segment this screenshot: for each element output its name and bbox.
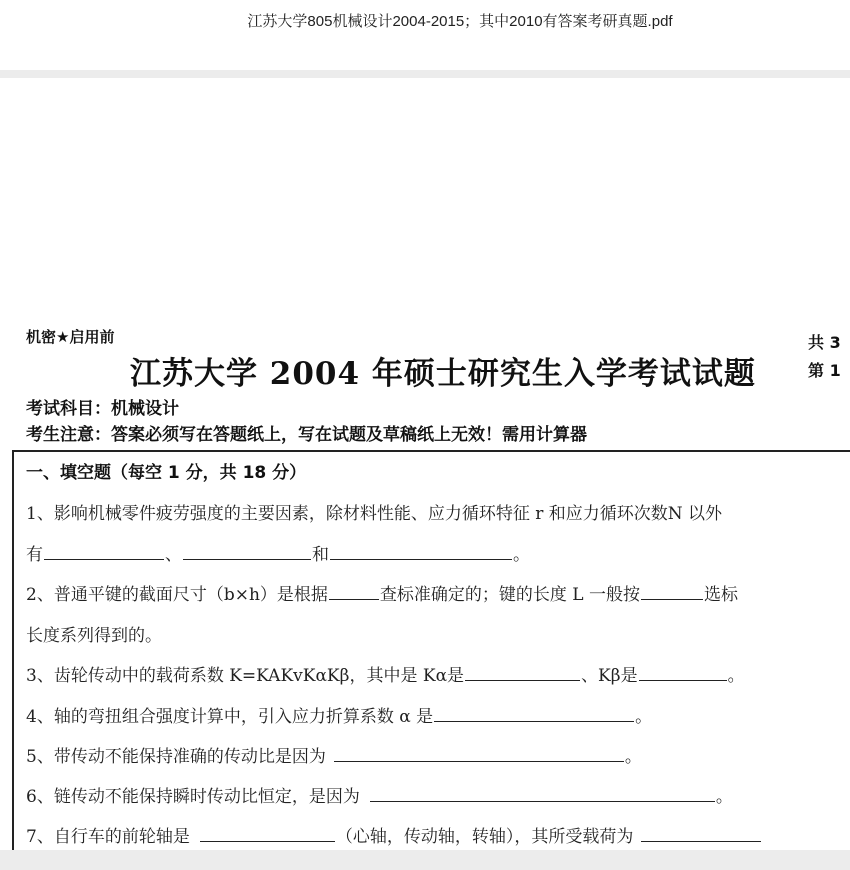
question-7 [26, 822, 762, 847]
exam-title: 江苏大学 2004 年硕士研究生入学考试试题 [130, 356, 756, 392]
q1-text-c: 和 [312, 545, 329, 565]
q6-text-a: 6、链传动不能保持瞬时传动比恒定，是因为 [26, 787, 360, 807]
q2-text-b: 查标准确定的；键的长度 L 一般按 [379, 585, 640, 605]
document-title: 江苏大学805机械设计2004-2015；其中2010有答案考研真题.pdf [247, 13, 673, 30]
answer-blank [334, 747, 624, 762]
answer-blank [44, 545, 164, 560]
q5-text-a: 5、带传动不能保持准确的传动比是因为 [26, 747, 326, 767]
secret-label: 机密★启用前 [26, 328, 115, 346]
answer-blank [434, 707, 634, 722]
q2-text-a: 2、普通平键的截面尺寸（b×h）是根据 [26, 585, 328, 605]
q1-text-d: 。 [513, 545, 530, 565]
q1-text-b: 、 [165, 545, 182, 565]
answer-blank [641, 827, 761, 842]
answer-blank [370, 787, 715, 802]
page-number: 第 1 [808, 361, 841, 380]
question-3 [26, 661, 745, 686]
title-bar [0, 0, 850, 70]
answer-blank [465, 666, 580, 681]
question-2-line-1 [26, 580, 738, 605]
q1-text-a: 有 [26, 545, 43, 565]
q7-text-b: （心轴，传动轴，转轴），其所受载荷为 [335, 827, 634, 847]
page-total: 共 3 [808, 333, 841, 352]
question-5 [26, 742, 642, 767]
q4-text-a: 4、轴的弯扭组合强度计算中，引入应力折算系数 α 是 [26, 707, 434, 727]
answer-blank [641, 585, 703, 600]
answer-blank [329, 585, 379, 600]
answer-blank [330, 545, 512, 560]
question-6 [26, 782, 733, 807]
page-gap-bottom [0, 850, 850, 870]
page-gap-top [0, 70, 850, 78]
q3-text-a: 3、齿轮传动中的载荷系数 K=KAKvKαKβ，其中是 Kα是 [26, 666, 465, 686]
q2-text-c: 选标 [704, 585, 738, 605]
question-4 [26, 702, 652, 727]
answer-blank [200, 827, 335, 842]
question-1-line-2 [26, 540, 530, 565]
q5-text-b: 。 [624, 747, 642, 767]
q3-text-b: 、Kβ是 [581, 666, 638, 686]
q3-text-c: 。 [727, 666, 745, 686]
exam-notice: 考生注意：答案必须写在答题纸上，写在试题及草稿纸上无效！需用计算器 [26, 425, 587, 445]
exam-subject: 考试科目：机械设计 [26, 399, 179, 419]
q4-text-b: 。 [635, 707, 653, 727]
answer-blank [183, 545, 311, 560]
question-2-line-2: 长度系列得到的。 [26, 626, 162, 646]
q6-text-b: 。 [715, 787, 733, 807]
question-1-line-1: 1、影响机械零件疲劳强度的主要因素，除材料性能、应力循环特征 r 和应力循环次数N 以外 [26, 504, 723, 524]
section-heading: 一、填空题（每空 1 分，共 18 分） [26, 463, 307, 483]
answer-blank [639, 666, 727, 681]
pdf-page[interactable] [0, 78, 850, 850]
q7-text-a: 7、自行车的前轮轴是 [26, 827, 190, 847]
